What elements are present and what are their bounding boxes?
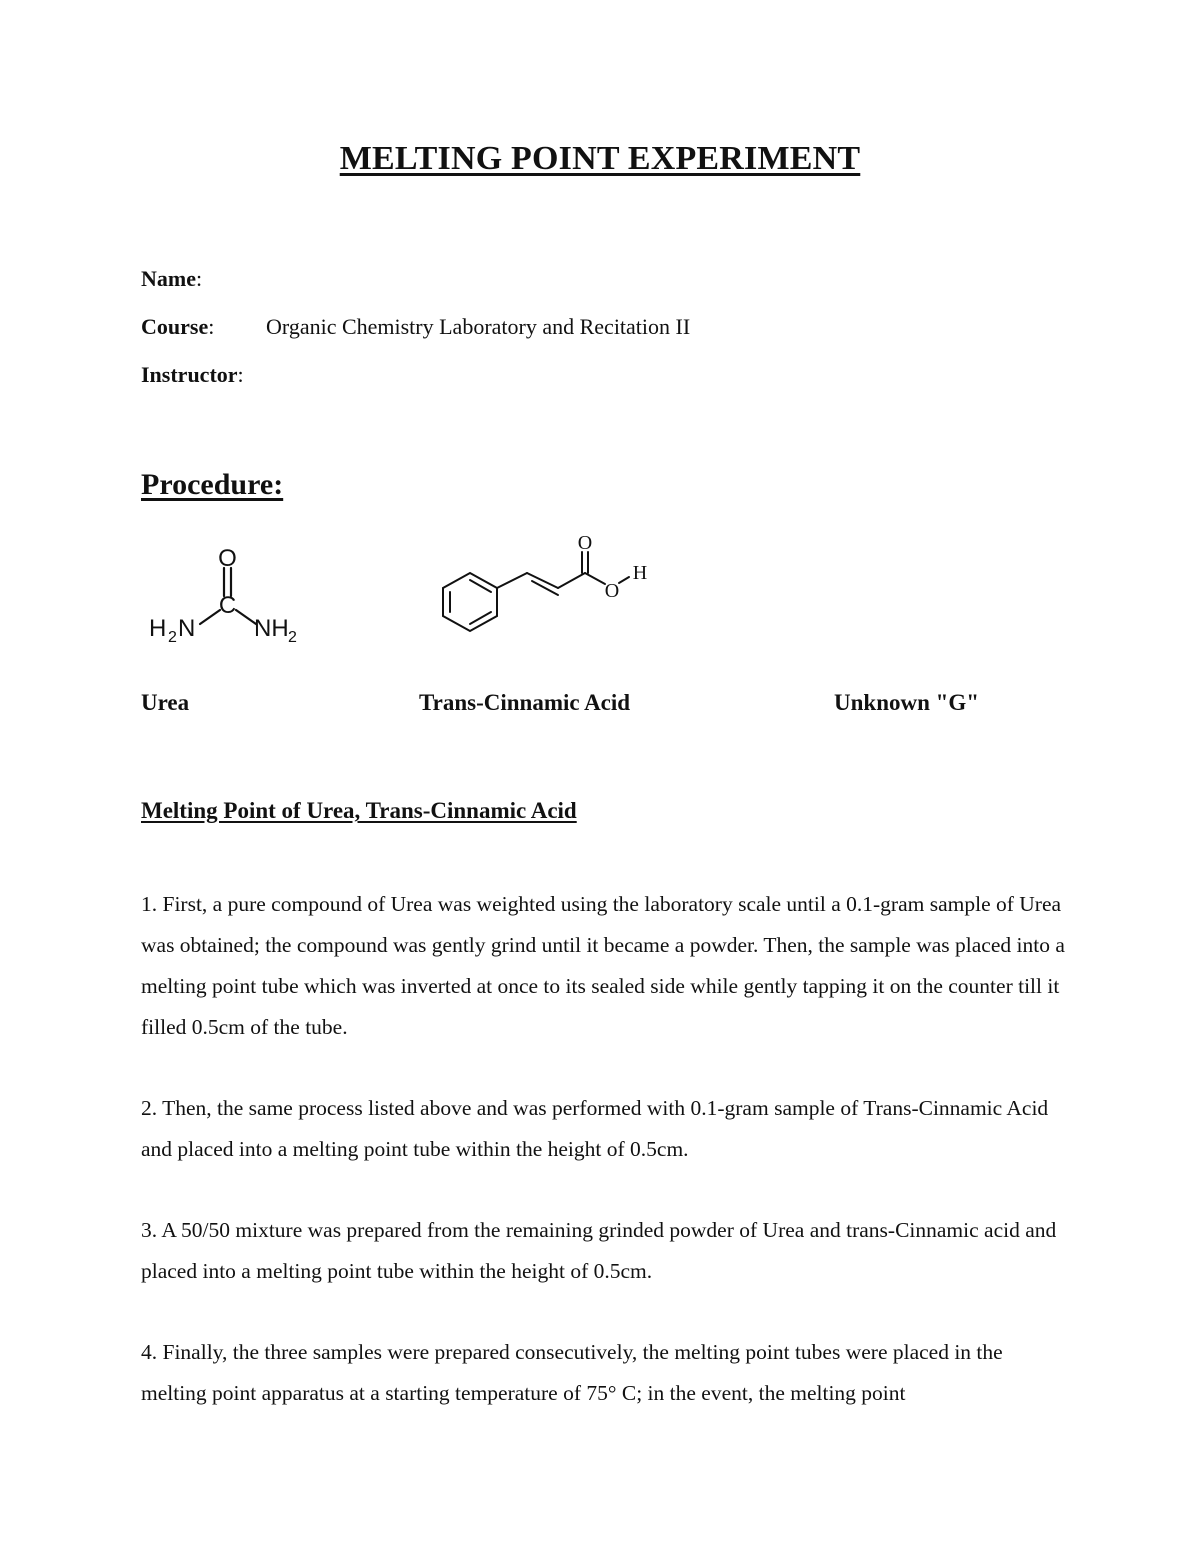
name-label: Name (141, 266, 196, 291)
course-colon: : (208, 314, 215, 339)
procedure-heading: Procedure: (141, 468, 284, 501)
procedure-step-4: 4. Finally, the three samples were prepared consecutively, the melting point tubes were placed in the melting point apparatus at a starting temperature of 75° C; in the event, the melting point (141, 1340, 1003, 1405)
name-field (141, 266, 202, 292)
procedure-step-2: 2. Then, the same process listed above and was performed with 0.1-gram sample of Trans-Cinnamic Acid and placed into a melting point tube within the height of 0.5cm. (141, 1096, 1049, 1161)
urea-structure (140, 540, 320, 650)
procedure-step-3: 3. A 50/50 mixture was prepared from the remaining grinded powder of Urea and trans-Cinnamic acid and placed into a melting point tube within the height of 0.5cm. (141, 1218, 1057, 1283)
urea-h-left: H (149, 615, 167, 642)
c-o-bond (585, 573, 605, 584)
compound-label-unknown: Unknown "G" (834, 690, 980, 715)
compound-label-cinnamic: Trans-Cinnamic Acid (419, 690, 631, 715)
urea-c-atom: C (218, 592, 237, 619)
urea-cn-left-bond (200, 610, 220, 624)
alkene-bond-2 (532, 581, 558, 595)
urea-nh-right: NH (254, 615, 289, 642)
name-colon: : (195, 266, 203, 291)
urea-h-left-sub: 2 (168, 629, 177, 646)
course-label: Course (141, 314, 209, 339)
section-heading: Melting Point of Urea, Trans-Cinnamic Acid (141, 798, 577, 823)
urea-cn-right-bond (236, 610, 256, 624)
o-h-bond (619, 577, 629, 583)
cinnamic-o-bottom: O (604, 580, 620, 602)
urea-o-atom: O (218, 545, 237, 572)
instructor-label: Instructor (141, 362, 238, 387)
urea-n-left: N (178, 615, 196, 642)
benzene-ring (443, 573, 497, 631)
compound-label-urea: Urea (141, 690, 190, 715)
instructor-colon: : (237, 362, 244, 387)
cinnamic-acid-structure (430, 530, 660, 635)
course-field (141, 314, 691, 340)
cinnamic-h: H (632, 562, 648, 584)
procedure-step-1: 1. First, a pure compound of Urea was weighted using the laboratory scale until a 0.1-gram sample of Urea was obtained; the compound was gently grind until it became a powder. Then, the sample was placed into a melting point tube which was inverted at once to its sealed side while gently tapping it on the counter till it filled 0.5cm of the tube. (141, 892, 1065, 1039)
cinnamic-o-top: O (577, 532, 593, 554)
chain-bond-1 (497, 573, 527, 588)
chain-bond-2 (558, 573, 585, 588)
urea-nh-right-sub: 2 (288, 629, 297, 646)
instructor-field (141, 362, 244, 388)
course-value: Organic Chemistry Laboratory and Recitation II (266, 314, 691, 339)
document-title: MELTING POINT EXPERIMENT (339, 140, 861, 177)
